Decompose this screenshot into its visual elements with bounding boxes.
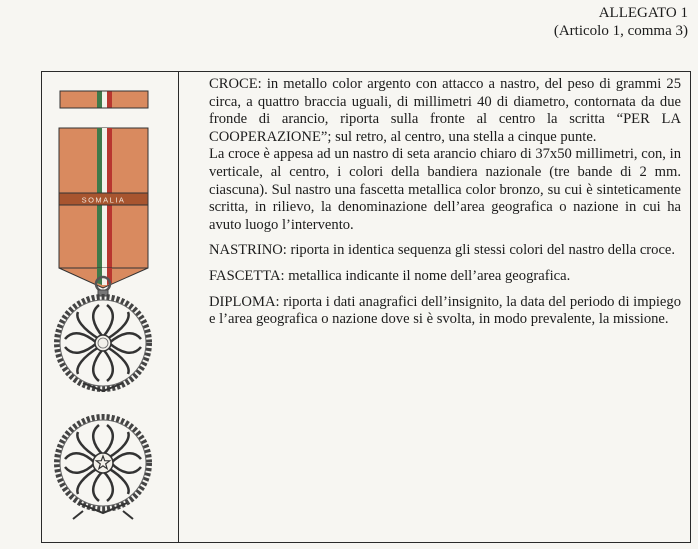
medal-figure-cell [42, 72, 178, 542]
cross-back [57, 417, 149, 519]
description-table [41, 71, 691, 543]
fascetta-paragraph: FASCETTA: metallica indicante il nome dell’area geografica. [209, 267, 571, 284]
clasp-bar [59, 193, 148, 205]
ribbon-bar [60, 91, 148, 108]
description-text [209, 76, 681, 337]
cross-front [57, 297, 149, 391]
annex-header [554, 4, 688, 40]
croce-paragraph: CROCE: in metallo color argento con attacco a nastro, del peso di grammi 25 circa, a quattro braccia uguali, di millimetri 40 di diametro, contornata da due fronde di arancio, riporta sulla fronte al centro la scritta “PER LA COOPERAZIONE”; sul retro, al centro, una stella a cinque punte. [209, 76, 681, 145]
annex-title: ALLEGATO 1 [598, 5, 688, 21]
column-divider [178, 72, 179, 542]
ribbon [59, 128, 148, 288]
annex-reference: (Articolo 1, comma 3) [553, 23, 688, 39]
ribbon-paragraph: La croce è appesa ad un nastro di seta arancio chiaro di 37x50 millimetri, con, in verticale, al centro, i colori della bandiera nazionale (tre bande di 2 mm. ciascuna). Sul nastro una fascetta metallica color bronzo, su cui è sinteticamente scritta, in rilievo, la denominazione dell’area geografica o nazione in cui ha avuto luogo l’intervento. [209, 146, 681, 233]
diploma-paragraph: DIPLOMA: riporta i dati anagrafici dell’insignito, la data del periodo di impiego e l’area geografica o nazione dove si è svolta, in modo prevalente, la missione. [209, 293, 681, 328]
nastrino-paragraph: NASTRINO: riporta in identica sequenza gli stessi colori del nastro della croce. [209, 242, 676, 259]
clasp-label: SOMALIA [81, 195, 126, 205]
medal-illustration [42, 72, 178, 542]
